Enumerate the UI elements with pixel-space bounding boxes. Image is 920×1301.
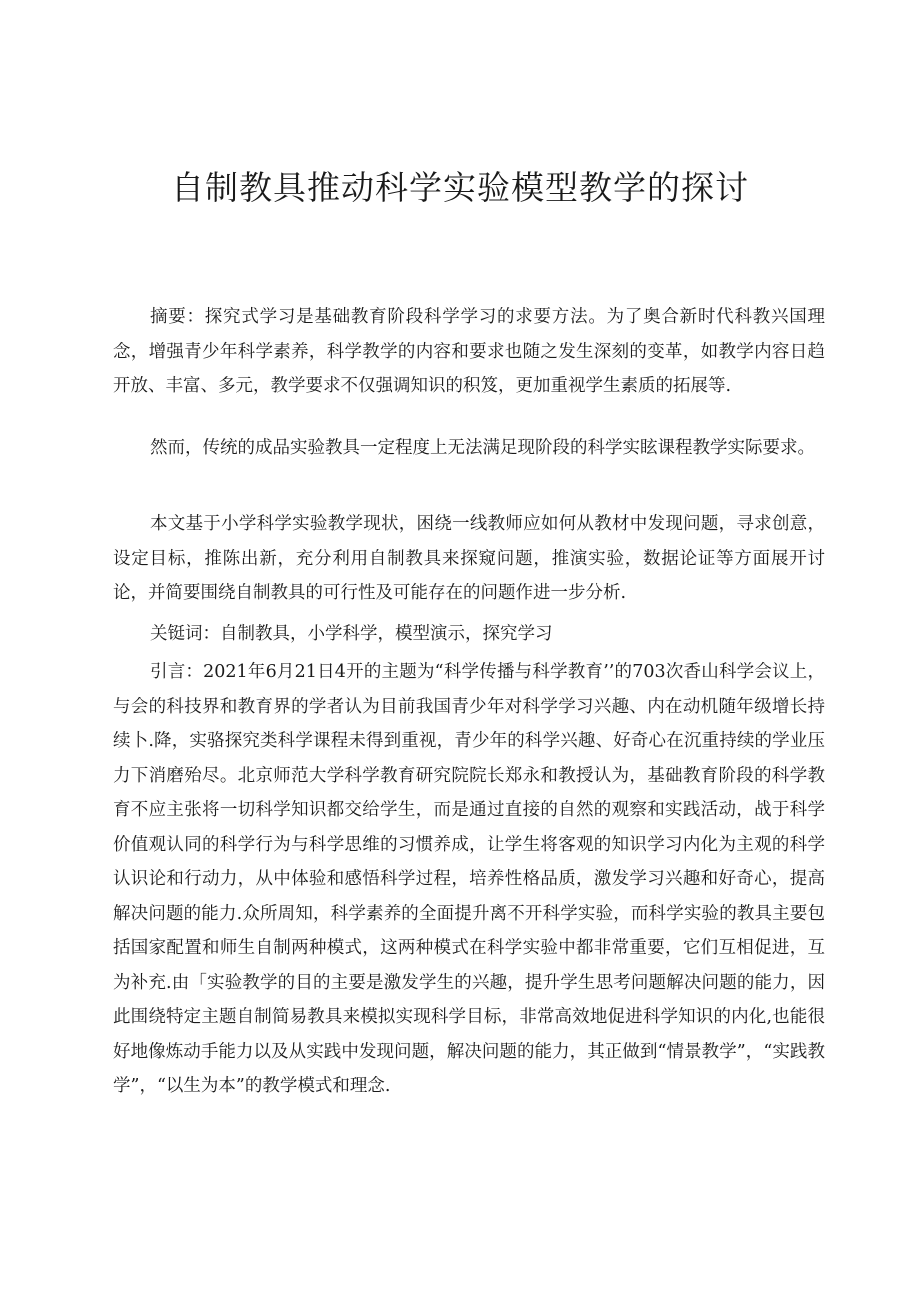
abstract-paragraph: 摘要：探究式学习是基础教育阶段科学学习的求要方法。为了奥合新时代科教兴国理念，增强青少年科学素养，科学教学的内容和要求也随之发生深刻的变革，如教学内容日趋开放、丰富、多元，教学要求不仅强调知识的积笈，更加重视学生素质的拓展等.: [113, 307, 825, 396]
context-paragraph: 然而，传统的成品实验教具一定程度上无法满足现阶段的科学实眩课程教学实际要求。: [150, 438, 815, 458]
document-title: 自制教具推动科学实验模型教学的探讨: [171, 168, 749, 207]
introduction-paragraph: 引言：2021年6月21日4开的主题为“科学传播与科学教育’’的703次香山科学会议上，与会的科技界和教育界的学者认为目前我国青少年对科学学习兴趣、内在动机随年级增长持续卜.降，实骆探究类科学课程未得到重视，青少年的科学兴趣、好奇心在沉重持续的学业压力下消磨殆尽。北京师范大学科学教育研究院院长郑永和教授认为，基础教育阶段的科学教育不应主张将一切科学知识都交给学生，而是通过直接的自然的观察和实践活动，战于科学价值观认同的科学行为与科学思维的习惯养成，让学生将客观的知识学习内化为主观的科学认识论和行动力，从中体验和感悟科学过程，培养性格品质，激发学习兴趣和好奇心，提高解决问题的能力.众所周知，科学素养的全面提升离不开科学实验，而科学实验的教具主要包括国家配置和师生自制两种模式，这两种模式在科学实验中都非常重要，它们互相促进，互为补充.由「实验教学的目的主要是激发学生的兴趣，提升学生思考问题解决问题的能力，因此围绕特定主题自制简易教具来模拟实现科学目标，非常高效地促进科学知识的内化,也能很好地像炼动手能力以及从实践中发现问题，解决问题的能力，其正做到“情景教学”，“实践教学”，“以生为本”的教学模式和理念.: [113, 662, 825, 1096]
keywords-paragraph: 关铤词：自制教具，小学科学，模型演示，探究学习: [150, 624, 553, 644]
scope-paragraph: 本文基于小学科学实验教学现状，困绕一线教师应如何从教材中发现问题，寻求创意，设定目标，推陈出新，充分利用自制教具来探窥问题，推演实验，数据论证等方面展开讨论，并简要围绕自制教具的可行性及可能存在的问题作进一步分析.: [113, 514, 825, 603]
